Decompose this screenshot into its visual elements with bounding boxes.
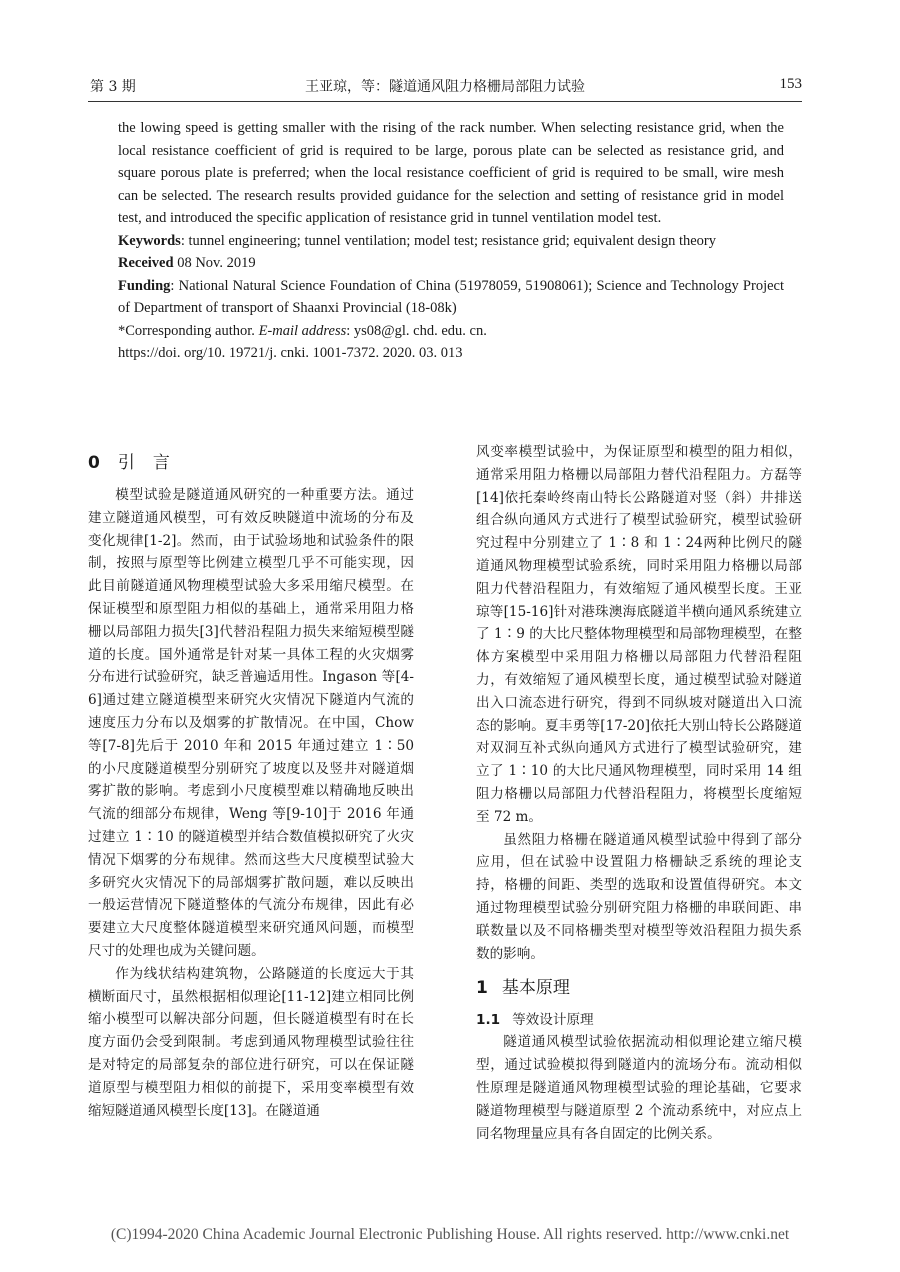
section-number: 0: [88, 453, 100, 473]
section-title: 引言: [117, 453, 188, 473]
principle-paragraph: 隧道通风模型试验依据流动相似理论建立缩尺模型，通过试验模拟得到隧道内的流场分布。流动相似性原理是隧道通风物理模型试验的理论基础，它要求隧道物理模型与隧道原型 2 个流动系统中，对应点上同名物理量应具有各自固定的比例关系。: [476, 1034, 802, 1142]
copyright-footer: (C)1994-2020 China Academic Journal Electronic Publishing House. All rights reserved. http://www.cnki.net: [110, 1226, 790, 1243]
doi-link[interactable]: https://doi. org/10. 19721/j. cnki. 1001-7372. 2020. 03. 013: [118, 345, 463, 361]
received-date: 08 Nov. 2019: [173, 255, 256, 271]
keywords-label: Keywords: [118, 232, 181, 249]
section-heading-basic-principle: [476, 975, 802, 1001]
funding-line: [118, 275, 784, 320]
subsection-title: 等效设计原理: [512, 1012, 594, 1029]
keywords-line: [118, 230, 784, 253]
issue-number: 第 3 期: [90, 79, 136, 95]
abstract-text: the lowing speed is getting smaller with the rising of the rack number. When selecting resistance grid, when the local resistance coefficient of grid is required to be large, porous plate can be selected as resistance grid, and square porous plate is preferred; when the local resistance coefficient of grid is required to be small, wire mesh can be selected. The research results provided guidance for the selection and setting of resistance grid in model test, and introduced the specific application of resistance grid in tunnel ventilation model test.: [118, 120, 784, 226]
email-address: : ys08@gl. chd. edu. cn.: [346, 322, 487, 339]
section-title: 基本原理: [501, 978, 570, 999]
left-column: [88, 450, 414, 1122]
funding-label: Funding: [118, 277, 171, 294]
header-divider: [88, 101, 802, 102]
intro-paragraph-2-continued: 风变率模型试验中，为保证原型和模型的阻力相似，通常采用阻力格栅以局部阻力替代沿程阻力。方磊等[14]依托秦岭终南山特长公路隧道对竖（斜）井排送组合纵向通风方式进行了模型试验研究，模型试验研究过程中分别建立了 1∶8 和 1∶24两种比例尺的隧道通风物理模型试验系统，同时采用阻力格栅以局部阻力代替沿程阻力，有效缩短了通风模型长度。王亚琼等[15-16]针对港珠澳海底隧道半横向通风系统建立了 1∶9 的大比尺整体物理模型和局部物理模型，在整体方案模型中采用阻力格栅以局部阻力代替沿程阻力，有效缩短了通风模型长度，通过模型试验对隧道出入口流态进行研究，得到不同纵坡对隧道出入口流态的影响。夏丰勇等[17-20]依托大别山特长公路隧道对双洞互补式纵向通风方式进行了模型试验研究，建立了 1∶10 的大比尺通风物理模型，同时采用 14 组阻力格栅以局部阻力代替沿程阻力，将模型长度缩短至 72 m。: [476, 444, 802, 825]
received-line: [118, 252, 784, 275]
received-label: Received: [118, 255, 174, 271]
subsection-heading: [476, 1009, 802, 1031]
right-column: [476, 441, 802, 1145]
keywords-text: : tunnel engineering; tunnel ventilation; model test; resistance grid; equivalent design theory: [180, 232, 716, 249]
subsection-number: 1.1: [476, 1012, 501, 1029]
page-number: 153: [779, 76, 802, 92]
english-abstract: [118, 117, 784, 365]
section-heading-introduction: [88, 450, 414, 476]
running-header: [88, 76, 802, 96]
funding-text: : National Natural Science Foundation of China (51978059, 51908061); Science and Technology Project of Department of transport of Shaanxi Provincial (18-08k): [118, 277, 784, 316]
corresponding-author: *Corresponding author.: [118, 322, 259, 339]
intro-paragraph-2: 作为线状结构建筑物，公路隧道的长度远大于其横断面尺寸，虽然根据相似理论[11-12]建立相同比例缩小模型可以解决部分问题，但长隧道模型有时在长度方面仍会受到限制。考虑到通风物理模型试验往往是对特定的局部复杂的部位进行研究，可以在保证隧道原型与模型阻力相似的前提下，采用变率模型有效缩短隧道通风模型长度[13]。在隧道通: [88, 965, 414, 1119]
section-number: 1: [476, 978, 488, 999]
intro-paragraph-3: 虽然阻力格栅在隧道通风模型试验中得到了部分应用，但在试验中设置阻力格栅缺乏系统的理论支持，格栅的间距、类型的选取和设置值得研究。本文通过物理模型试验分别研究阻力格栅的串联间距、串联数量以及不同格栅类型对模型等效沿程阻力损失系数的影响。: [476, 831, 802, 962]
corresponding-line: [118, 320, 784, 343]
running-title: 王亚琼，等：隧道通风阻力格栅局部阻力试验: [305, 79, 585, 95]
intro-paragraph-1: 模型试验是隧道通风研究的一种重要方法。通过建立隧道通风模型，可有效反映隧道中流场的分布及变化规律[1-2]。然而，由于试验场地和试验条件的限制，按照与原型等比例建立模型几乎不可能实现，因此目前隧道通风物理模型试验大多采用缩尺模型。在保证模型和原型阻力相似的基础上，通常采用阻力格栅以局部阻力损失[3]代替沿程阻力损失来缩短模型隧道的长度。国外通常是针对某一具体工程的火灾烟雾分布进行试验研究，缺乏普遍适用性。Ingason 等[4-6]通过建立隧道模型来研究火灾情况下隧道内气流的速度压力分布以及烟雾的扩散情况。在中国，Chow 等[7-8]先后于 2010 年和 2015 年通过建立 1∶50 的小尺度隧道模型分别研究了坡度以及竖井对隧道烟雾扩散的影响。考虑到小尺度模型难以精确地反映出气流的细部分布规律，Weng 等[9-10]于 2016 年通过建立 1∶10 的隧道模型并结合数值模拟研究了火灾情况下烟雾的分布规律。然而这些大尺度模型试验大多研究火灾情况下的局部烟雾扩散问题，难以反映出一般运营情况下隧道整体的气流分布规律，因此有必要建立大尺度整体隧道模型来研究通风问题，而模型尺寸的处理也成为关键问题。: [88, 487, 414, 959]
email-label: E-mail address: [258, 322, 347, 339]
